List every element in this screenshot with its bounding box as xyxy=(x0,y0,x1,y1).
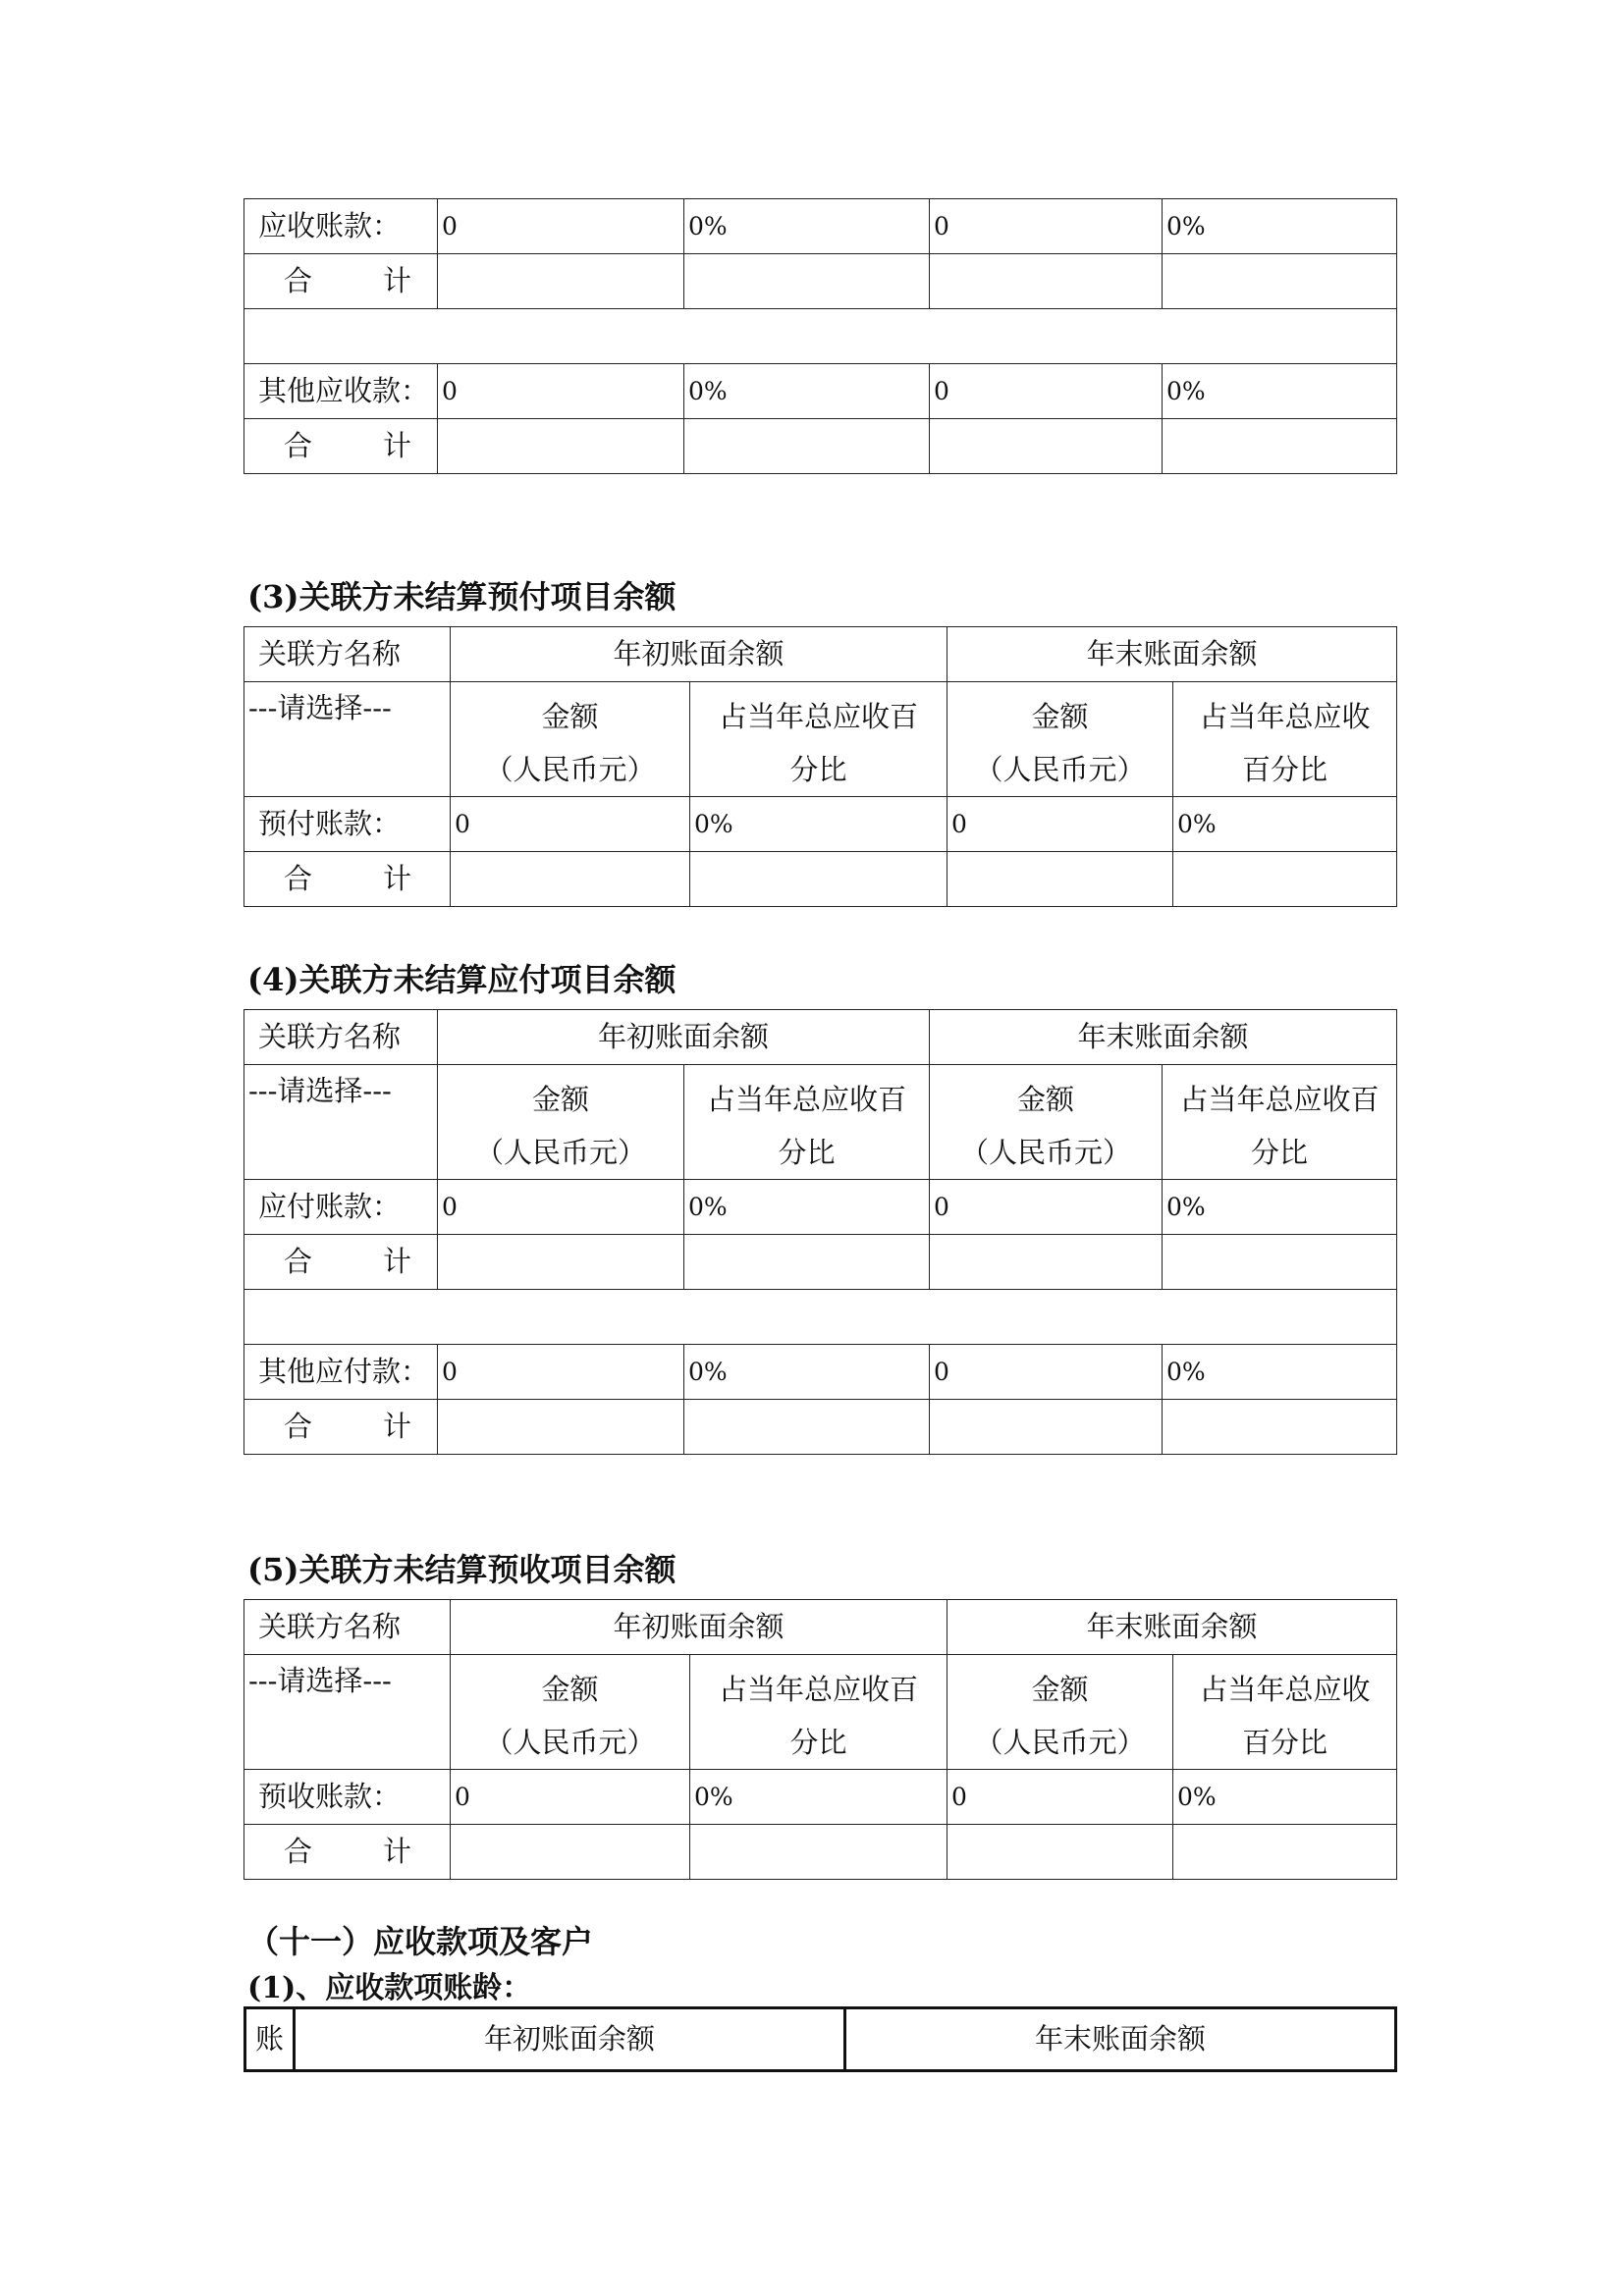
cell-value[interactable]: 0 xyxy=(438,199,684,254)
row-label: 预付账款： xyxy=(244,797,451,852)
table-header-row xyxy=(244,1010,1397,1065)
cell-value[interactable]: 0 xyxy=(438,364,684,419)
cell-value[interactable] xyxy=(451,1825,690,1880)
cell-value[interactable] xyxy=(1163,254,1397,309)
header-amount: 金额 （人民币元） xyxy=(451,1655,690,1770)
cell-value[interactable]: 0% xyxy=(684,1180,930,1235)
table-header-row xyxy=(244,1600,1397,1655)
cell-value[interactable] xyxy=(930,419,1163,474)
row-label: 预收账款： xyxy=(244,1770,451,1825)
cell-value[interactable] xyxy=(684,1235,930,1290)
party-select[interactable]: ---请选择--- xyxy=(244,1065,438,1180)
header-name: 关联方名称 xyxy=(244,627,451,682)
table-row xyxy=(244,1235,1397,1290)
table-row xyxy=(244,1180,1397,1235)
cell-value[interactable]: 0% xyxy=(690,797,947,852)
header-percent: 占当年总应收 百分比 xyxy=(1173,1655,1397,1770)
table-row xyxy=(244,797,1397,852)
cell-value[interactable]: 0% xyxy=(1163,1180,1397,1235)
total-label: 合 计 xyxy=(244,852,451,907)
header-percent: 占当年总应收百 分比 xyxy=(684,1065,930,1180)
cell-value[interactable] xyxy=(947,852,1173,907)
cell-value[interactable] xyxy=(438,419,684,474)
advance-receipts-table xyxy=(244,1599,1397,1880)
cell-value[interactable] xyxy=(684,254,930,309)
total-label: 合 计 xyxy=(244,1825,451,1880)
cell-value[interactable] xyxy=(1163,1400,1397,1455)
cell-value[interactable]: 0% xyxy=(684,1345,930,1400)
section-5-title: (5)关联方未结算预收项目余额 xyxy=(247,1551,677,1588)
header-name: 关联方名称 xyxy=(244,1600,451,1655)
cell-value[interactable]: 0 xyxy=(947,1770,1173,1825)
total-label: 合 计 xyxy=(244,254,438,309)
cell-value[interactable]: 0 xyxy=(438,1180,684,1235)
cell-value[interactable]: 0 xyxy=(451,1770,690,1825)
cell-value[interactable]: 0% xyxy=(1173,1770,1397,1825)
cell-value[interactable] xyxy=(438,1235,684,1290)
cell-value[interactable] xyxy=(684,1400,930,1455)
spacer-row xyxy=(244,1290,1397,1345)
row-label: 应收账款： xyxy=(244,199,438,254)
row-label: 其他应付款： xyxy=(244,1345,438,1400)
table-header-row xyxy=(244,627,1397,682)
cell-value[interactable]: 0 xyxy=(930,1180,1163,1235)
header-amount: 金额 （人民币元） xyxy=(947,682,1173,797)
header-amount: 金额 （人民币元） xyxy=(947,1655,1173,1770)
cell-value[interactable] xyxy=(1173,852,1397,907)
cell-value[interactable]: 0% xyxy=(1173,797,1397,852)
spacer-cell xyxy=(244,1290,1397,1345)
party-select[interactable]: ---请选择--- xyxy=(244,1655,451,1770)
header-begin-balance: 年初账面余额 xyxy=(438,1010,930,1065)
cell-value[interactable]: 0% xyxy=(690,1770,947,1825)
cell-value[interactable]: 0 xyxy=(451,797,690,852)
cell-value[interactable] xyxy=(690,1825,947,1880)
header-amount: 金额 （人民币元） xyxy=(438,1065,684,1180)
spacer-cell xyxy=(244,309,1397,364)
receivables-aging-table xyxy=(244,2006,1397,2072)
row-label: 应付账款： xyxy=(244,1180,438,1235)
cell-value[interactable] xyxy=(930,1235,1163,1290)
prepayment-table xyxy=(244,626,1397,907)
section-11-subtitle: (1)、应收款项账龄： xyxy=(247,1971,532,2005)
header-percent: 占当年总应收百 分比 xyxy=(690,1655,947,1770)
cell-value[interactable]: 0% xyxy=(1163,1345,1397,1400)
cell-value[interactable] xyxy=(438,254,684,309)
cell-value[interactable]: 0 xyxy=(930,1345,1163,1400)
section-11-title: （十一）应收款项及客户 xyxy=(247,1923,594,1960)
header-percent: 占当年总应收 百分比 xyxy=(1173,682,1397,797)
cell-value[interactable]: 0 xyxy=(930,364,1163,419)
table-header-row xyxy=(244,1065,1397,1180)
section-4-title: (4)关联方未结算应付项目余额 xyxy=(247,961,677,998)
section-3-title: (3)关联方未结算预付项目余额 xyxy=(247,578,677,615)
header-begin-balance: 年初账面余额 xyxy=(295,2008,845,2071)
header-end-balance: 年末账面余额 xyxy=(930,1010,1397,1065)
cell-value[interactable] xyxy=(690,852,947,907)
row-label: 其他应收款： xyxy=(244,364,438,419)
table-row xyxy=(244,254,1397,309)
cell-value[interactable]: 0% xyxy=(684,199,930,254)
header-end-balance: 年末账面余额 xyxy=(845,2008,1396,2071)
header-end-balance: 年末账面余额 xyxy=(947,1600,1397,1655)
cell-value[interactable]: 0% xyxy=(1163,364,1397,419)
cell-value[interactable] xyxy=(684,419,930,474)
receivables-table-top xyxy=(244,198,1397,474)
header-percent: 占当年总应收百 分比 xyxy=(1163,1065,1397,1180)
cell-value[interactable] xyxy=(1173,1825,1397,1880)
header-end-balance: 年末账面余额 xyxy=(947,627,1397,682)
payables-table xyxy=(244,1009,1397,1455)
cell-value[interactable]: 0% xyxy=(1163,199,1397,254)
table-row xyxy=(244,1345,1397,1400)
cell-value[interactable] xyxy=(1163,1235,1397,1290)
table-header-row xyxy=(244,682,1397,797)
spacer-row xyxy=(244,309,1397,364)
cell-value[interactable] xyxy=(438,1400,684,1455)
cell-value[interactable] xyxy=(451,852,690,907)
header-name: 关联方名称 xyxy=(244,1010,438,1065)
table-row xyxy=(244,1400,1397,1455)
table-header-row xyxy=(244,1655,1397,1770)
party-select[interactable]: ---请选择--- xyxy=(244,682,451,797)
cell-value[interactable] xyxy=(947,1825,1173,1880)
table-header-row xyxy=(245,2008,1396,2071)
header-begin-balance: 年初账面余额 xyxy=(451,627,947,682)
total-label: 合 计 xyxy=(244,1400,438,1455)
header-aging: 账 xyxy=(245,2008,295,2071)
header-begin-balance: 年初账面余额 xyxy=(451,1600,947,1655)
header-percent: 占当年总应收百 分比 xyxy=(690,682,947,797)
cell-value[interactable]: 0 xyxy=(930,199,1163,254)
table-row xyxy=(244,852,1397,907)
cell-value[interactable]: 0 xyxy=(947,797,1173,852)
table-row xyxy=(244,199,1397,254)
cell-value[interactable]: 0 xyxy=(438,1345,684,1400)
table-row xyxy=(244,1770,1397,1825)
total-label: 合 计 xyxy=(244,1235,438,1290)
cell-value[interactable] xyxy=(930,1400,1163,1455)
table-row xyxy=(244,364,1397,419)
cell-value[interactable] xyxy=(930,254,1163,309)
header-amount: 金额 （人民币元） xyxy=(451,682,690,797)
table-row xyxy=(244,419,1397,474)
header-amount: 金额 （人民币元） xyxy=(930,1065,1163,1180)
table-row xyxy=(244,1825,1397,1880)
total-label: 合 计 xyxy=(244,419,438,474)
cell-value[interactable]: 0% xyxy=(684,364,930,419)
cell-value[interactable] xyxy=(1163,419,1397,474)
